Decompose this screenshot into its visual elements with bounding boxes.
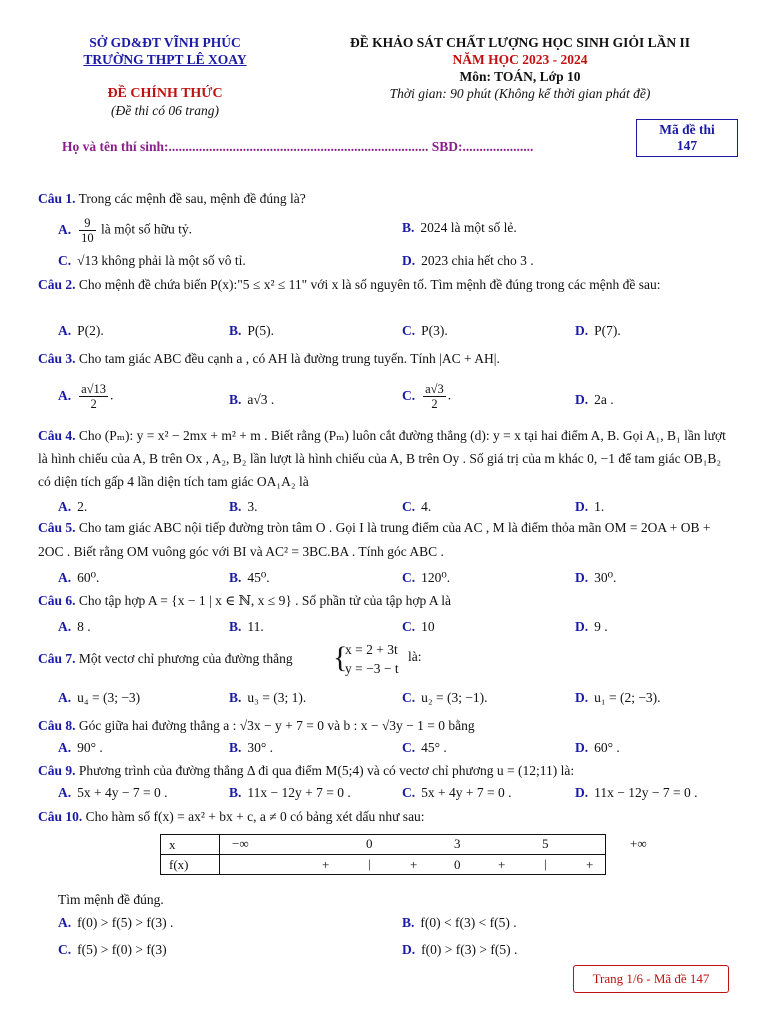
q6-option-a[interactable]: A. 8 . <box>58 619 91 634</box>
sign-table-row-x <box>161 835 606 855</box>
school-name: TRƯỜNG THPT LÊ XOAY <box>83 52 247 67</box>
question-10: Câu 10. Cho hàm số f(x) = ax² + bx + c, a ≠ 0 có bảng xét dấu như sau: <box>38 809 425 824</box>
q7-option-b[interactable]: B. u₃ = (3; 1). <box>229 690 307 705</box>
school-year: NĂM HỌC 2023 - 2024 <box>452 52 588 67</box>
q6-option-d[interactable]: D. 9 . <box>575 619 608 634</box>
question-2: Câu 2. Cho mệnh đề chứa biến P(x):"5 ≤ x² ≤ 11" với x là số nguyên tố. Tìm mệnh đề đúng trong các mệnh đề sau: <box>38 277 661 292</box>
q10-option-b[interactable]: B. f(0) < f(3) < f(5) . <box>402 915 517 930</box>
page-footer: Trang 1/6 - Mã đề 147 <box>573 965 729 993</box>
question-5: Câu 5. Cho tam giác ABC nội tiếp đường tròn tâm O . Gọi I là trung điểm của AC , M là điểm thỏa mãn OM = 2OA + OB + 2OC . Biết rằng OM vuông góc với BI và AC² = 3BC.BA . Tính góc ABC . <box>38 520 711 559</box>
q8-option-b[interactable]: B. 30° . <box>229 740 274 755</box>
q4-option-a[interactable]: A. 2. <box>58 499 88 514</box>
question-9: Câu 9. Phương trình của đường thẳng Δ đi qua điểm M(5;4) và có vectơ chỉ phương u = (12;11) là: <box>38 763 575 778</box>
q10-option-d[interactable]: D. f(0) > f(3) > f(5) . <box>402 942 518 957</box>
q8-option-a[interactable]: A. 90° . <box>58 740 103 755</box>
q8-option-d[interactable]: D. 60° . <box>575 740 620 755</box>
q9-option-c[interactable]: C. 5x + 4y + 7 = 0 . <box>402 785 512 800</box>
student-info-line: Họ và tên thí sinh:............................................................................. SBD:..................... <box>62 139 534 154</box>
q7-option-a[interactable]: A. u₄ = (3; −3) <box>58 690 141 705</box>
sign-table-x-label: x <box>161 835 220 855</box>
q5-option-d[interactable]: D. 30⁰. <box>575 570 617 585</box>
q2-option-c[interactable]: C. P(3). <box>402 323 448 338</box>
question-8: Câu 8. Góc giữa hai đường thẳng a : √3x − y + 7 = 0 và b : x − √3y − 1 = 0 bằng <box>38 718 475 733</box>
q8-option-c[interactable]: C. 45° . <box>402 740 447 755</box>
q2-option-a[interactable]: A. P(2). <box>58 323 104 338</box>
q3-option-c[interactable]: C. $\frac{a√3}{2}$ . <box>402 382 452 411</box>
question-7-tail: là: <box>408 649 422 664</box>
q9-option-a[interactable]: A. 5x + 4y − 7 = 0 . <box>58 785 168 800</box>
q3-option-d[interactable]: D. 2a . <box>575 392 614 407</box>
question-4: Câu 4. Cho (Pₘ): y = x² − 2mx + m² + m . Biết rằng (Pₘ) luôn cắt đường thẳng (d): y = x tại hai điểm A, B. Gọi A₁, B₁ lần lượt là hình chiếu của A, B trên Ox , A₂, B₂ lần lượt là hình chiếu của A, B trên Oy . Số giá trị của m khác 0, −1 để tam giác OB₁B₂ có diện tích gấp 4 lần diện tích tam giác OA₁A₂ là <box>38 428 726 489</box>
subject: Môn: TOÁN, Lớp 10 <box>459 69 581 84</box>
q1-option-b[interactable]: B. 2024 là một số lẻ. <box>402 220 517 235</box>
q10-option-a[interactable]: A. f(0) > f(5) > f(3) . <box>58 915 174 930</box>
q2-option-b[interactable]: B. P(5). <box>229 323 275 338</box>
q3-option-a[interactable]: A. $\frac{a√13}{2}$ . <box>58 382 114 411</box>
q9-option-d[interactable]: D. 11x − 12y − 7 = 0 . <box>575 785 698 800</box>
q4-option-d[interactable]: D. 1. <box>575 499 605 514</box>
q9-option-b[interactable]: B. 11x − 12y + 7 = 0 . <box>229 785 351 800</box>
q6-option-c[interactable]: C. 10 <box>402 619 435 634</box>
parametric-system: x = 2 + 3t y = −3 − t <box>345 642 399 676</box>
sign-table-x-values: −∞ 0 3 5 +∞ <box>220 835 606 855</box>
exam-title: ĐỀ KHẢO SÁT CHẤT LƯỢNG HỌC SINH GIỎI LẦN II <box>350 35 690 50</box>
department-name: SỞ GD&ĐT VĨNH PHÚC <box>89 35 241 50</box>
q1-option-c[interactable]: C. √13 không phải là một số vô tỉ. <box>58 253 246 268</box>
q1-option-d[interactable]: D. 2023 chia hết cho 3 . <box>402 253 534 268</box>
sign-table-row-fx <box>161 855 606 875</box>
q3-option-b[interactable]: B. a√3 . <box>229 392 275 407</box>
q1-option-a[interactable]: A. $\frac{9}{10}$ là một số hữu tỷ. <box>58 216 192 245</box>
exam-code-box <box>636 119 738 157</box>
q6-option-b[interactable]: B. 11. <box>229 619 264 634</box>
question-6: Câu 6. Cho tập hợp A = {x − 1 | x ∈ ℕ, x ≤ 9} . Số phần tử của tập hợp A là <box>38 593 451 608</box>
exam-code-label: Mã đề thi <box>659 122 715 137</box>
sign-table-fx-label: f(x) <box>161 855 220 875</box>
exam-code: 147 <box>676 138 698 153</box>
exam-time: Thời gian: 90 phút (Không kể thời gian phát đề) <box>389 86 651 101</box>
question-1: Câu 1. Trong các mệnh đề sau, mệnh đề đúng là? <box>38 191 306 206</box>
q2-option-d[interactable]: D. P(7). <box>575 323 621 338</box>
q4-option-b[interactable]: B. 3. <box>229 499 258 514</box>
q4-option-c[interactable]: C. 4. <box>402 499 432 514</box>
q5-option-c[interactable]: C. 120⁰. <box>402 570 451 585</box>
official-label: ĐỀ CHÍNH THỨC <box>107 86 223 101</box>
q5-option-a[interactable]: A. 60⁰. <box>58 570 100 585</box>
question-3: Câu 3. Cho tam giác ABC đều cạnh a , có AH là đường trung tuyến. Tính |AC + AH|. <box>38 351 500 366</box>
question-10-prompt: Tìm mệnh đề đúng. <box>58 892 164 907</box>
question-7: Câu 7. Một vectơ chỉ phương của đường thẳng <box>38 651 293 666</box>
q7-option-d[interactable]: D. u₁ = (2; −3). <box>575 690 661 705</box>
q7-option-c[interactable]: C. u₂ = (3; −1). <box>402 690 488 705</box>
pages-note: (Đề thi có 06 trang) <box>111 103 219 118</box>
sign-table <box>160 834 647 875</box>
q10-option-c[interactable]: C. f(5) > f(0) > f(3) <box>58 942 167 957</box>
system-brace: { <box>333 641 348 674</box>
q5-option-b[interactable]: B. 45⁰. <box>229 570 270 585</box>
sign-table-fx-values: + | + 0 + | + <box>220 855 606 875</box>
